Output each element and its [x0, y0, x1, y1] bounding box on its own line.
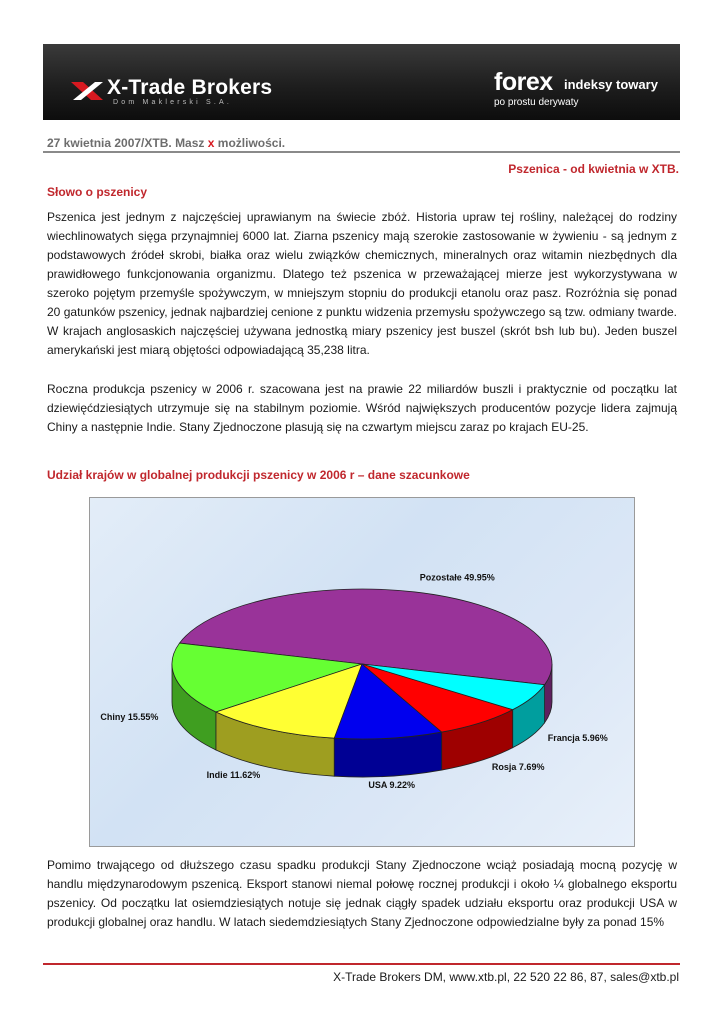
pie-label-francja: Francja 5.96%	[547, 733, 608, 744]
dateline-before: 27 kwietnia 2007/XTB. Masz	[47, 136, 208, 150]
x-logo-icon	[69, 80, 105, 102]
chart-title: Udział krajów w globalnej produkcji pszenicy w 2006 r – dane szacunkowe	[47, 468, 470, 482]
topic-title: Pszenica - od kwietnia w XTB.	[508, 162, 679, 176]
section-heading: Słowo o pszenicy	[47, 185, 148, 199]
header-rule	[43, 151, 680, 153]
footer-contact: X-Trade Brokers DM, www.xtb.pl, 22 520 22 86, 87, sales@xtb.pl	[333, 970, 679, 984]
pie-chart-svg	[90, 498, 634, 846]
pie-label-indie: Indie 11.62%	[206, 769, 261, 780]
footer-rule	[43, 963, 680, 965]
tagline: po prostu derywaty	[494, 97, 579, 108]
paragraph-3: Pomimo trwającego od dłuższego czasu spadku produkcji Stany Zjednoczone wciąż posiadają mocną pozycję w handlu międzynarodowym pszenicą. Eksport stanowi niemal połowę rocznej produkcji i około ¼ globalnego eksportu pszenicy. Od początku lat osiemdziesiątych notuje się jednak ciągły spadek udziału eksportu oraz produkcji USA w produkcji globalnej oraz handlu. W latach siedemdziesiątych Stany Zjednoczone odpowiedzialne były za ponad 15%	[47, 858, 677, 929]
pie-label-chiny: Chiny 15.55%	[100, 711, 159, 722]
header-banner	[43, 44, 680, 120]
pie-label-usa: USA 9.22%	[368, 780, 416, 791]
paragraph-1: Pszenica jest jednym z najczęściej uprawianym na świecie zbóż. Historia upraw tej rośliny, należącej do rodziny wiechlinowatych sięga przynajmniej 6000 lat. Ziarna pszenicy mają szerokie zastosowanie w żywieniu - są jednym z podstawowych źródeł skrobi, białka oraz wielu związków chemicznych, mineralnych oraz witamin niezbędnych dla prawidłowego funkcjonowania organizmu. Dlatego też pszenica w przeważającej mierze jest wykorzystywana w szeroko pojętym przemyśle spożywczym, w mniejszym stopniu do produkcji etanolu oraz pasz. Rozróżnia się ponad 20 gatunków pszenicy, jednak najbardziej cenione z punktu widzenia przemysłu spożywczego są tzw. odmiany twarde. W krajach anglosaskich najczęściej używana jednostką miary pszenicy jest buszel (skrót bsh lub bu). Jeden buszel amerykański jest miarą objętości odpowiadającą 35,238 litra.	[47, 210, 677, 357]
forex-words: indeksy towary	[564, 77, 658, 92]
brand-subtitle: Dom Maklerski S.A.	[113, 99, 233, 106]
dateline-x: x	[207, 136, 215, 150]
dateline	[47, 136, 285, 150]
pie-label-rosja: Rosja 7.69%	[491, 761, 545, 772]
dateline-after: możliwości.	[214, 136, 286, 150]
pie-chart	[89, 497, 635, 847]
pie-label-pozostałe: Pozostałe 49.95%	[419, 572, 495, 583]
paragraph-2: Roczna produkcja pszenicy w 2006 r. szacowana jest na prawie 22 miliardów buszli i praktycznie od początku lat dziewięćdziesiątych utrzymuje się na stabilnym poziomie. Wśród największych producentów pozycje lidera zajmują Chiny a następnie Indie. Stany Zjednoczone plasują się na czwartym miejscu zaraz po krajach EU-25.	[47, 382, 677, 434]
forex-logo: forex	[494, 68, 553, 96]
brand-name: X-Trade Brokers	[107, 76, 273, 99]
